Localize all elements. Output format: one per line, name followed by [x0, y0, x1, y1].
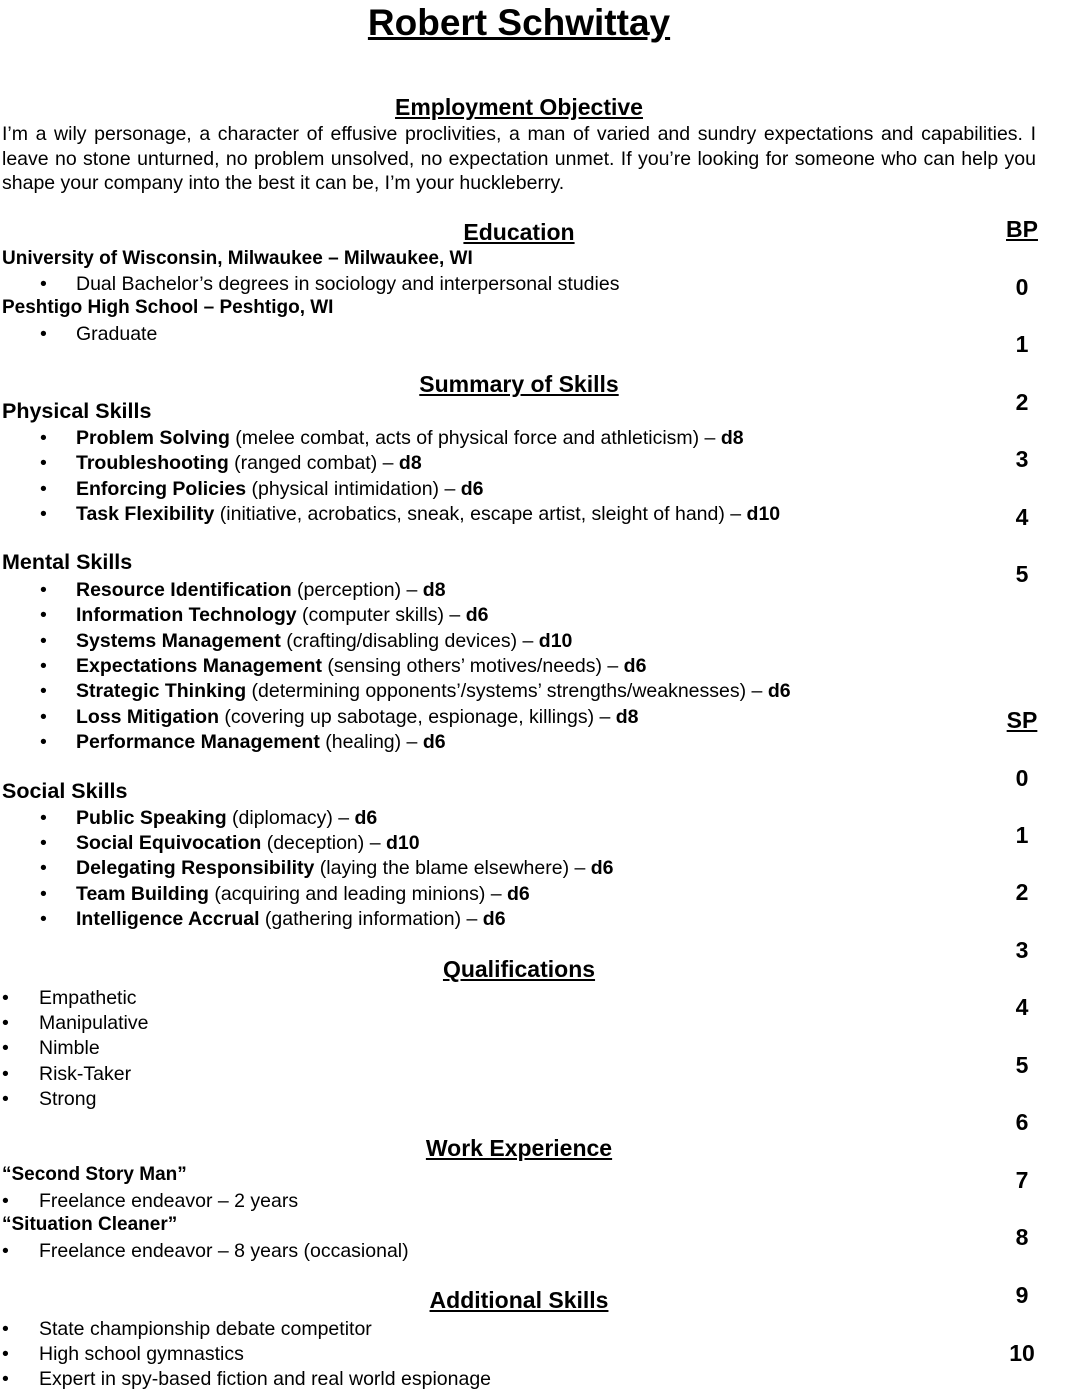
bullet: •: [40, 807, 47, 829]
school-name: Peshtigo High School – Peshtigo, WI: [2, 297, 334, 318]
bullet: •: [40, 630, 47, 652]
skills-heading: Summary of Skills: [419, 371, 619, 397]
job-detail: Freelance endeavor – 2 years: [39, 1190, 299, 1212]
skill-desc: (healing) –: [319, 731, 423, 753]
skill-name: Delegating Responsibility: [76, 857, 315, 879]
skill-desc: (determining opponents’/systems’ strengths/weaknesses) –: [246, 680, 768, 702]
qualification: Risk-Taker: [39, 1063, 132, 1085]
skill-die: d8: [422, 579, 446, 601]
skill-die: d6: [590, 857, 614, 879]
qualifications-heading: Qualifications: [442, 956, 596, 982]
job-title: “Second Story Man”: [2, 1164, 187, 1185]
skill-name: Resource Identification: [76, 579, 292, 601]
skill-desc: (perception) –: [291, 579, 423, 601]
skill-category-title: Mental Skills: [2, 550, 133, 574]
skill-desc: (computer skills) –: [296, 604, 466, 626]
bullet: •: [2, 1012, 9, 1034]
bullet: •: [40, 579, 47, 601]
skill-desc: (gathering information) –: [259, 908, 483, 930]
sp-value: 5: [1015, 1052, 1029, 1078]
sp-value: 2: [1015, 879, 1029, 905]
additional-skill: Expert in spy-based fiction and real world espionage: [39, 1368, 492, 1390]
bullet: •: [2, 1037, 9, 1059]
skill-desc: (acquiring and leading minions) –: [208, 883, 507, 905]
skill-name: Systems Management: [76, 630, 281, 652]
education-heading: Education: [463, 219, 575, 245]
additional-skill: State championship debate competitor: [39, 1318, 372, 1340]
skill-name: Loss Mitigation: [76, 706, 219, 728]
skill-die: d10: [746, 503, 781, 525]
job-title: “Situation Cleaner”: [2, 1214, 178, 1235]
skill-die: d8: [398, 452, 422, 474]
sp-label: SP: [1006, 707, 1038, 733]
skill-name: Problem Solving: [76, 427, 230, 449]
sp-value: 10: [1009, 1340, 1035, 1366]
bullet: •: [40, 273, 47, 295]
skill-name: Enforcing Policies: [76, 478, 247, 500]
bullet: •: [40, 706, 47, 728]
skill-die: d6: [507, 883, 530, 905]
skill-name: Troubleshooting: [76, 452, 229, 474]
bullet: •: [2, 1318, 9, 1340]
skill-desc: (diplomacy) –: [226, 807, 355, 829]
school-detail: Dual Bachelor’s degrees in sociology and interpersonal studies: [76, 273, 620, 295]
skill-die: d6: [623, 655, 647, 677]
skill-name: Strategic Thinking: [76, 680, 247, 702]
skill-desc: (physical intimidation) –: [246, 478, 461, 500]
sp-value: 6: [1015, 1109, 1029, 1135]
bullet: •: [2, 1368, 9, 1390]
bullet: •: [2, 987, 9, 1009]
bullet: •: [40, 478, 47, 500]
bp-value: 0: [1015, 274, 1029, 300]
additional-heading: Additional Skills: [429, 1287, 609, 1313]
skill-category-title: Physical Skills: [2, 399, 152, 423]
bullet: •: [40, 427, 47, 449]
skill-name: Expectations Management: [76, 655, 322, 677]
bullet: •: [2, 1063, 9, 1085]
additional-skill: High school gymnastics: [39, 1343, 244, 1365]
skill-name: Intelligence Accrual: [76, 908, 260, 930]
bullet: •: [40, 908, 47, 930]
page-title: Robert Schwittay: [367, 2, 671, 43]
sp-value: 7: [1015, 1167, 1029, 1193]
bullet: •: [40, 655, 47, 677]
skill-desc: (sensing others’ motives/needs) –: [321, 655, 624, 677]
qualification: Strong: [39, 1088, 97, 1110]
bullet: •: [2, 1343, 9, 1365]
skill-die: d10: [538, 630, 573, 652]
skill-name: Performance Management: [76, 731, 320, 753]
skill-die: d8: [615, 706, 639, 728]
sp-value: 4: [1015, 994, 1029, 1020]
sp-value: 8: [1015, 1224, 1029, 1250]
skill-die: d10: [385, 832, 420, 854]
skill-desc: (crafting/disabling devices) –: [280, 630, 539, 652]
bullet: •: [40, 832, 47, 854]
skill-name: Information Technology: [76, 604, 297, 626]
bullet: •: [40, 323, 47, 345]
objective-heading: Employment Objective: [395, 94, 643, 120]
skill-die: d6: [354, 807, 378, 829]
skill-desc: (covering up sabotage, espionage, killings) –: [219, 706, 616, 728]
bullet: •: [2, 1190, 9, 1212]
skill-category-title: Social Skills: [2, 779, 128, 803]
sp-value: 0: [1015, 765, 1029, 791]
bp-value: 1: [1015, 331, 1029, 357]
school-name: University of Wisconsin, Milwaukee – Milwaukee, WI: [2, 248, 473, 269]
qualification: Manipulative: [39, 1012, 149, 1034]
qualification: Nimble: [39, 1037, 100, 1059]
bp-value: 5: [1015, 561, 1029, 587]
qualification: Empathetic: [39, 987, 137, 1009]
sp-value: 1: [1015, 822, 1029, 848]
bullet: •: [2, 1088, 9, 1110]
bullet: •: [40, 604, 47, 626]
job-detail: Freelance endeavor – 8 years (occasional): [39, 1240, 409, 1262]
skill-name: Public Speaking: [76, 807, 227, 829]
bullet: •: [40, 680, 47, 702]
objective-text: I’m a wily personage, a character of effusive proclivities, a man of varied and sundry expectations and capabilities. I leave no stone unturned, no problem unsolved, no expectation unmet. If you’re looking for someone who can help you shape your company into the best it can be, I’m your huckleberry.: [2, 123, 1036, 194]
skill-name: Team Building: [76, 883, 209, 905]
skill-die: d6: [482, 908, 506, 930]
bp-label: BP: [1006, 216, 1038, 242]
skill-die: d6: [465, 604, 489, 626]
bp-value: 2: [1015, 389, 1029, 415]
skill-name: Task Flexibility: [76, 503, 215, 525]
skill-desc: (laying the blame elsewhere) –: [314, 857, 591, 879]
bp-value: 4: [1015, 504, 1029, 530]
skill-die: d8: [720, 427, 744, 449]
work-heading: Work Experience: [425, 1135, 613, 1161]
skill-desc: (melee combat, acts of physical force and athleticism) –: [229, 427, 721, 449]
skill-name: Social Equivocation: [76, 832, 262, 854]
school-detail: Graduate: [76, 323, 158, 345]
bullet: •: [2, 1240, 9, 1262]
sp-value: 3: [1015, 937, 1029, 963]
skill-die: d6: [422, 731, 446, 753]
sp-value: 9: [1015, 1282, 1029, 1308]
skill-desc: (ranged combat) –: [228, 452, 399, 474]
bullet: •: [40, 452, 47, 474]
skill-desc: (initiative, acrobatics, sneak, escape artist, sleight of hand) –: [214, 503, 747, 525]
bullet: •: [40, 731, 47, 753]
skill-die: d6: [767, 680, 791, 702]
skill-desc: (deception) –: [261, 832, 386, 854]
bullet: •: [40, 503, 47, 525]
bullet: •: [40, 857, 47, 879]
skill-die: d6: [460, 478, 484, 500]
bp-value: 3: [1015, 446, 1029, 472]
bullet: •: [40, 883, 47, 905]
